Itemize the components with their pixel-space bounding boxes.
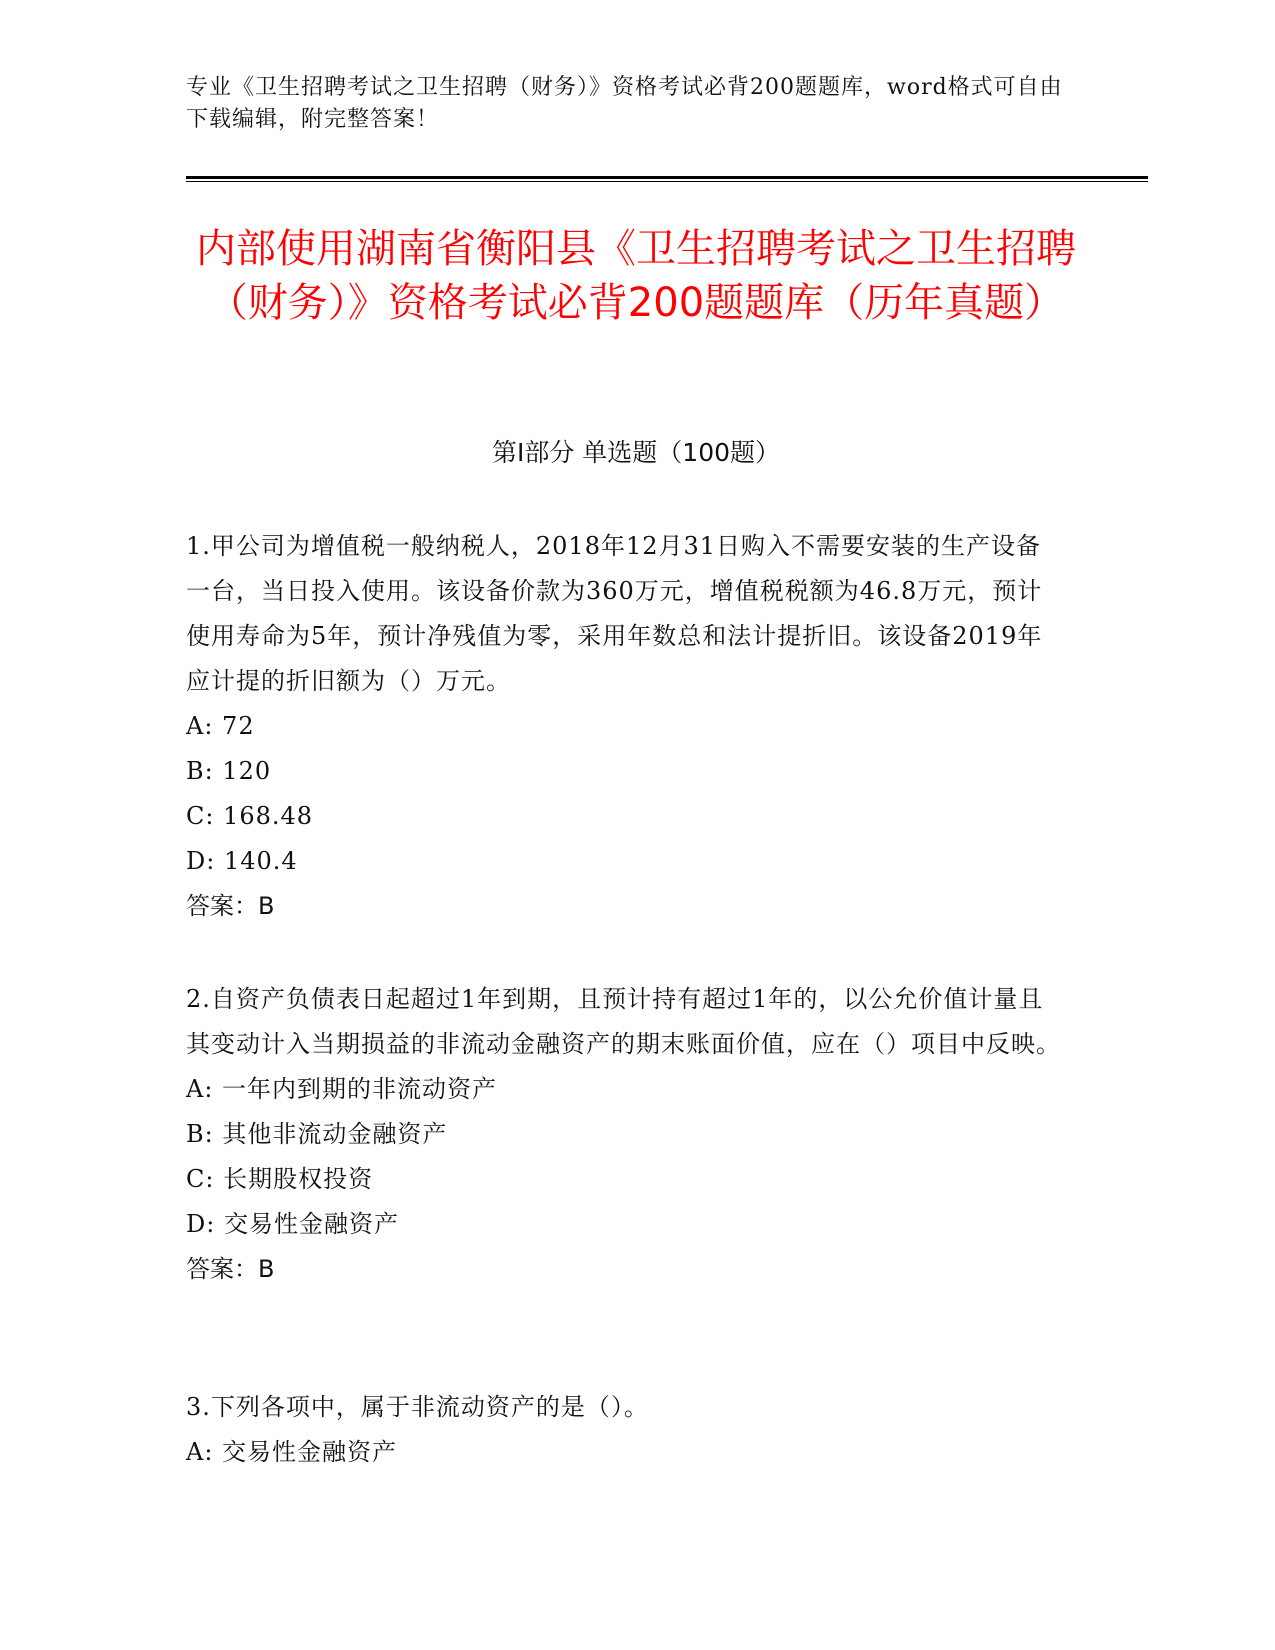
question-text: 1.甲公司为增值税一般纳税人，2018年12月31日购入不需要安装的生产设备一台，当日投入使用。该设备价款为360万元，增值税税额为46.8万元，预计使用寿命为5年，预计净残值为零，采用年数总和法计提折旧。该设备2019年应计提的折旧额为（）万元。 [186,532,1043,695]
question-1 [186,524,1066,929]
option-c: C: 168.48 [186,802,314,830]
section-title: 第I部分 单选题（100题） [491,438,781,467]
option-d: D: 交易性金融资产 [186,1210,399,1238]
option-a: A: 交易性金融资产 [186,1438,398,1466]
option-a: A: 72 [186,712,255,740]
option-d: D: 140.4 [186,847,298,875]
header-rule-thin [186,181,1148,182]
option-b: B: 120 [186,757,272,785]
question-3 [186,1385,1066,1475]
answer: 答案：B [186,1255,275,1283]
document-title: 内部使用湖南省衡阳县《卫生招聘考试之卫生招聘（财务）》资格考试必背200题题库（历年真题） [196,226,1076,326]
option-a: A: 一年内到期的非流动资产 [186,1075,498,1103]
option-c: C: 长期股权投资 [186,1165,374,1193]
question-text: 2.自资产负债表日起超过1年到期，且预计持有超过1年的，以公允价值计量且其变动计入当期损益的非流动金融资产的期末账面价值，应在（）项目中反映。 [186,985,1061,1058]
question-2 [186,977,1066,1292]
option-b: B: 其他非流动金融资产 [186,1120,448,1148]
header-note: 专业《卫生招聘考试之卫生招聘（财务）》资格考试必背200题题库，word格式可自由下载编辑，附完整答案！ [186,75,1063,132]
answer: 答案：B [186,892,275,920]
question-text: 3.下列各项中，属于非流动资产的是（）。 [186,1393,649,1421]
header-rule-thick [186,176,1148,179]
